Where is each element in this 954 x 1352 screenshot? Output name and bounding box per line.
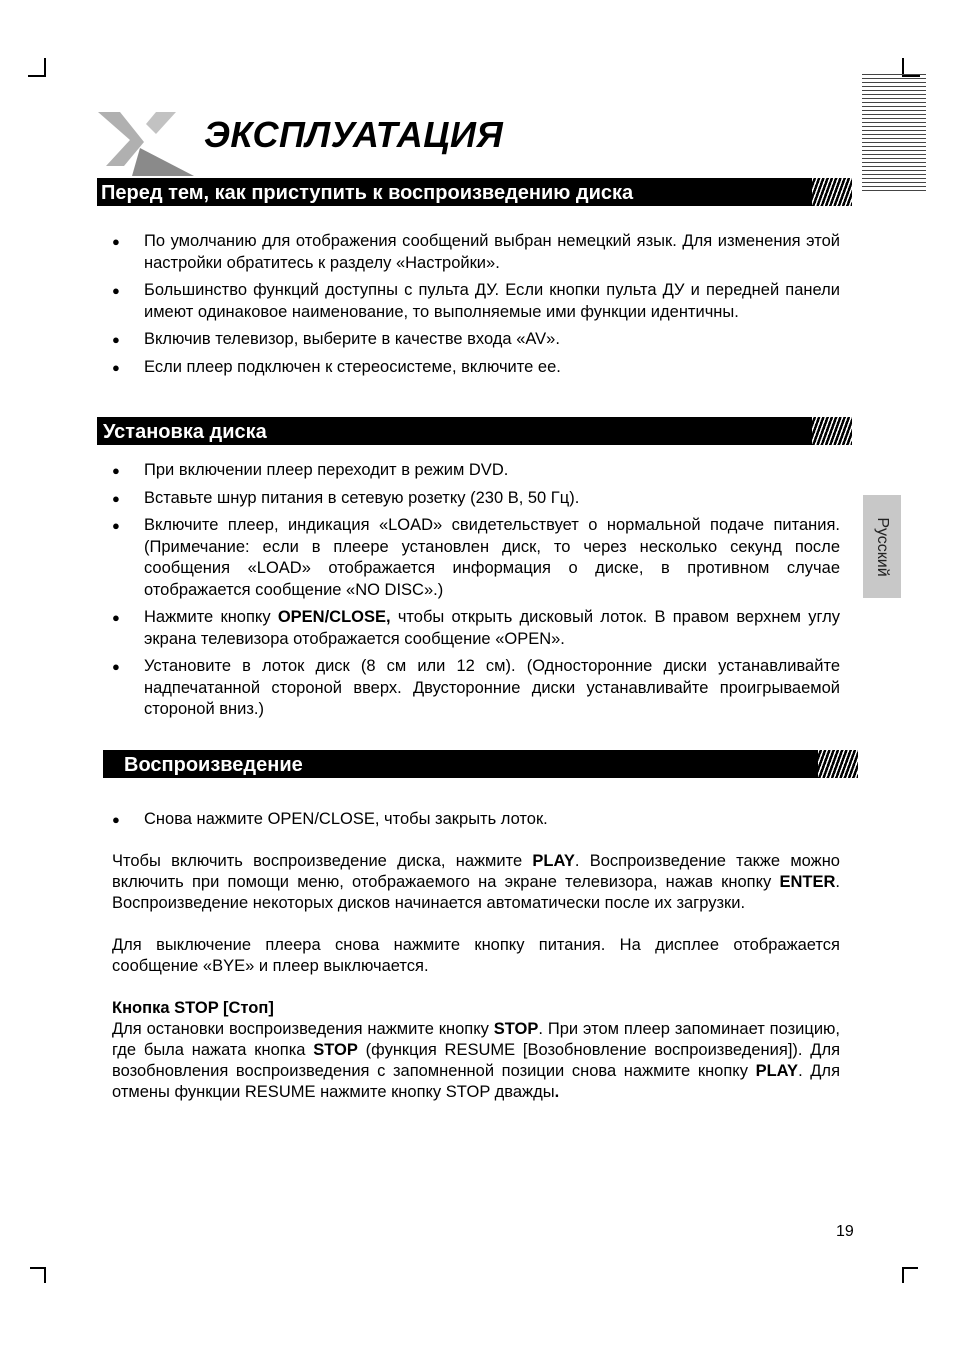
crop-mark-top-left bbox=[28, 75, 46, 77]
bullet-list-before-playback bbox=[112, 231, 840, 384]
list-item: ● Включите плеер, индикация «LOAD» свидетельствует о нормальной подаче питания. (Примечание: если в плеере установлен диск, то через несколько секунд после сообщения «LOAD» отображается информация о диске, в противном случае отображается сообщение «NO DISC».) bbox=[112, 515, 840, 601]
list-item: ● Нажмите кнопку OPEN/CLOSE, чтобы открыть дисковый лоток. В правом верхнем углу экрана телевизора отображается сообщение «OPEN». bbox=[112, 607, 840, 650]
stop-button-heading: Кнопка STOP [Стоп] bbox=[112, 999, 274, 1017]
bullet-list-playback bbox=[112, 809, 840, 837]
bullet-list-disc-loading bbox=[112, 460, 840, 727]
bar-pattern-decoration bbox=[812, 417, 852, 445]
list-item: ● При включении плеер переходит в режим DVD. bbox=[112, 460, 840, 482]
list-item: ● Большинство функций доступны с пульта ДУ. Если кнопки пульта ДУ и передней панели имеют одинаковое наименование, то выполняемые ими функции идентичны. bbox=[112, 280, 840, 323]
page-title: ЭКСПЛУАТАЦИЯ bbox=[204, 114, 504, 155]
section-heading-disc-loading bbox=[97, 417, 852, 445]
list-item: ● Вставьте шнур питания в сетевую розетку (230 В, 50 Гц). bbox=[112, 488, 840, 510]
list-item: ● Установите в лоток диск (8 см или 12 см). (Односторонние диски устанавливайте надпечатанной стороной вверх. Двусторонние диски устанавливайте проигрываемой стороной вниз.) bbox=[112, 656, 840, 721]
crop-mark-top-left bbox=[44, 58, 46, 76]
language-tab-label: Русский bbox=[874, 516, 891, 577]
power-off-paragraph: Для выключение плеера снова нажмите кнопку питания. На дисплее отображается сообщение «BYE» и плеер выключается. bbox=[112, 936, 840, 975]
list-item: ● Если плеер подключен к стереосистеме, включите ее. bbox=[112, 357, 840, 379]
page-number: 19 bbox=[836, 1223, 854, 1240]
bar-pattern-decoration bbox=[818, 750, 858, 778]
section-heading-text: Перед тем, как приступить к воспроизведению диска bbox=[101, 182, 634, 204]
section-heading-before-playback bbox=[97, 178, 852, 206]
list-item: ● Включив телевизор, выберите в качестве входа «AV». bbox=[112, 329, 840, 351]
section-heading-playback bbox=[103, 750, 858, 778]
section-heading-text: Установка диска bbox=[103, 421, 267, 443]
crop-mark-bottom-left bbox=[44, 1267, 46, 1283]
side-line-decoration bbox=[862, 74, 926, 194]
crop-mark-bottom-right bbox=[902, 1267, 918, 1269]
brand-x-logo-icon bbox=[96, 108, 196, 178]
section-heading-text: Воспроизведение bbox=[124, 754, 303, 776]
playback-paragraph: Чтобы включить воспроизведение диска, нажмите PLAY. Воспроизведение также можно включить при помощи меню, отображаемого на экране телевизора, нажав кнопку ENTER. Воспроизведение некоторых дисков начинается автоматически после их загрузки. bbox=[112, 852, 840, 912]
list-item: ● Снова нажмите OPEN/CLOSE, чтобы закрыть лоток. bbox=[112, 809, 840, 831]
stop-paragraph: Для остановки воспроизведения нажмите кнопку STOP. При этом плеер запоминает позицию, где была нажата кнопка STOP (функция RESUME [Возобновление воспроизведения]). Для возобновления воспроизведения с запомненной позиции снова нажмите кнопку PLAY. Для отмены функции RESUME нажмите кнопку STOP дважды. bbox=[112, 1020, 841, 1101]
list-item: ● По умолчанию для отображения сообщений выбран немецкий язык. Для изменения этой настройки обратитесь к разделу «Настройки». bbox=[112, 231, 840, 274]
crop-mark-bottom-right bbox=[902, 1267, 904, 1283]
language-side-tab bbox=[863, 495, 901, 598]
bar-pattern-decoration bbox=[812, 178, 852, 206]
